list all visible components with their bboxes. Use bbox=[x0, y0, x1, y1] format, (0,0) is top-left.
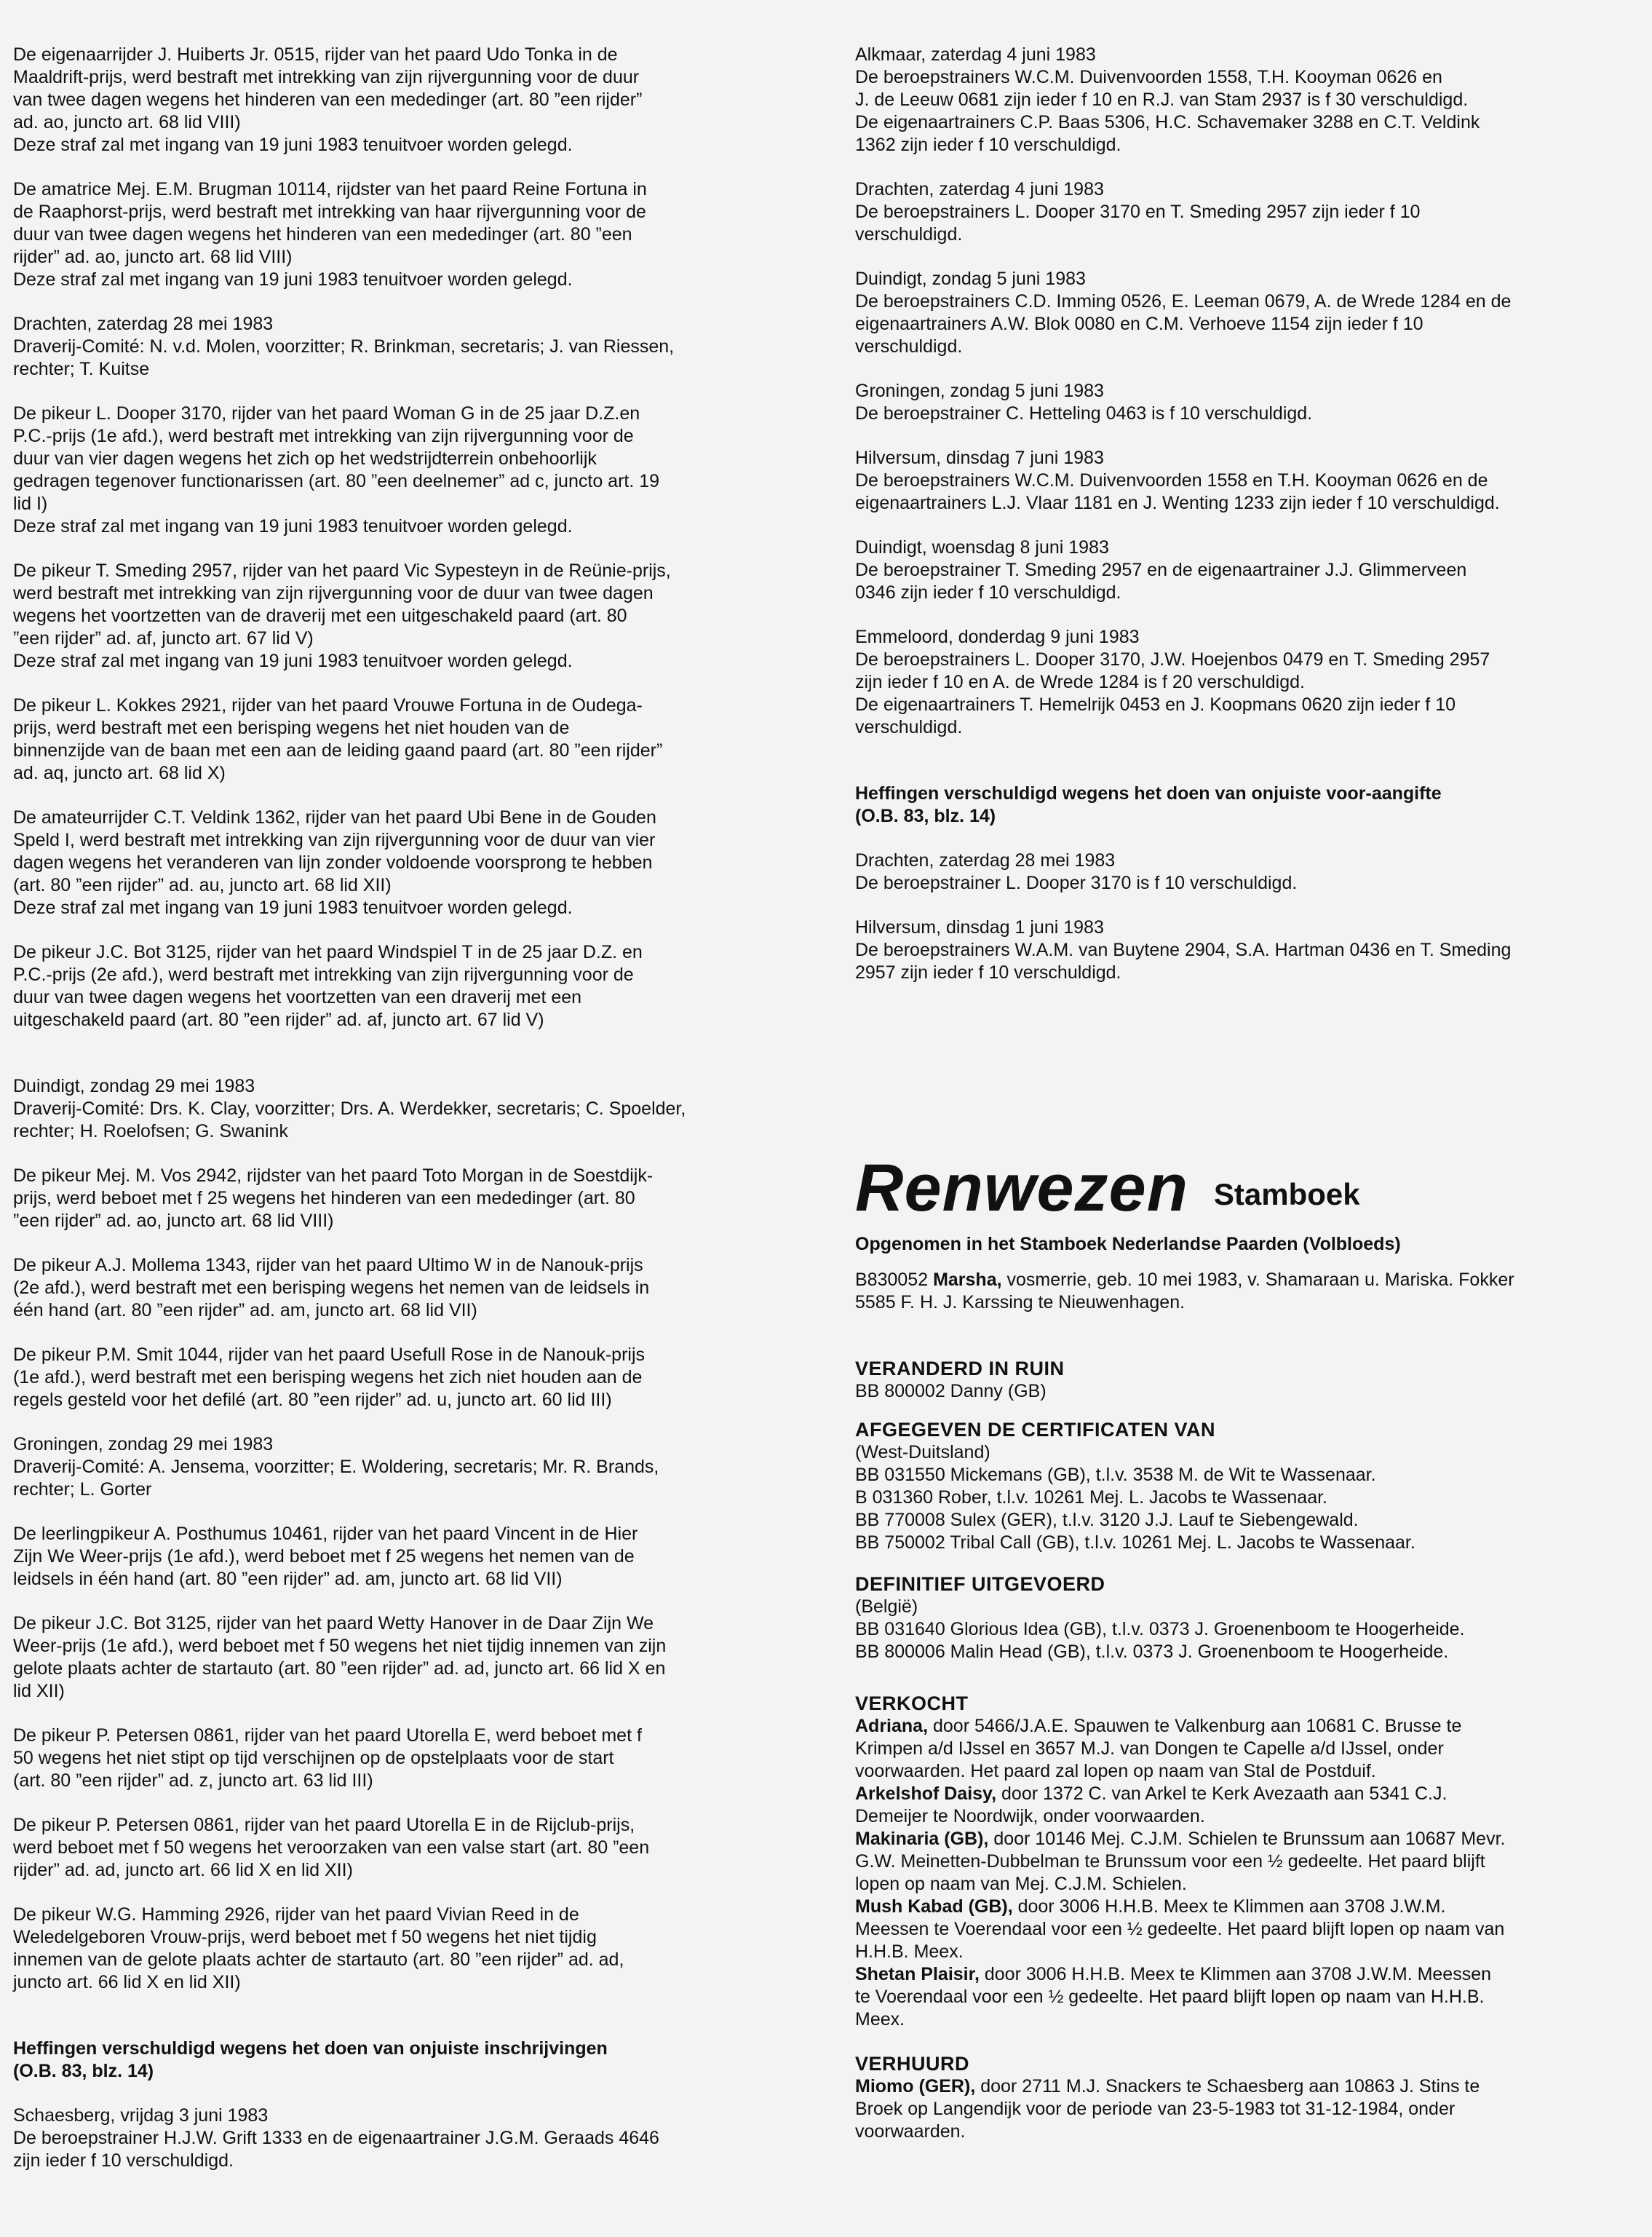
meeting-line: rechter; T. Kuitse bbox=[13, 359, 150, 379]
sale-line bbox=[855, 1783, 1619, 1805]
fee-paragraph bbox=[855, 916, 1619, 984]
fee-paragraph bbox=[855, 44, 1619, 157]
ruling-line: duur van twee dagen wegens het hinderen van een mededinger (art. 80 ”een bbox=[13, 224, 632, 245]
fee-line: eigenaartrainers L.J. Vlaar 1181 en J. Wenting 1233 zijn ieder f 10 verschuldigd. bbox=[855, 493, 1500, 513]
ruling-line: ad. ao, juncto art. 68 lid VIII) bbox=[13, 112, 241, 132]
definitief-heading: DEFINITIEF UITGEVOERD bbox=[855, 1573, 1105, 1595]
definitief-country: (België) bbox=[855, 1596, 918, 1617]
ruling-line: De eigenaarrijder J. Huiberts Jr. 0515, rijder van het paard Udo Tonka in de bbox=[13, 44, 618, 65]
sale-line: G.W. Meinetten-Dubbelman te Brunssum voor een ½ gedeelte. Het paard blijft bbox=[855, 1851, 1485, 1872]
verkocht-block bbox=[855, 1692, 1619, 2031]
ruling-paragraph bbox=[13, 1612, 806, 1703]
verhuurd-line: voorwaarden. bbox=[855, 2121, 966, 2142]
sale-text: door 1372 C. van Arkel te Kerk Avezaath aan 5341 C.J. bbox=[996, 1783, 1448, 1804]
afgegeven-block bbox=[855, 1419, 1619, 1554]
ruling-line: De pikeur Mej. M. Vos 2942, rijdster van het paard Toto Morgan in de Soestdijk- bbox=[13, 1165, 654, 1186]
section-heading-line: Heffingen verschuldigd wegens het doen van onjuiste voor-aangifte bbox=[855, 783, 1442, 804]
verkocht-heading: VERKOCHT bbox=[855, 1692, 969, 1714]
fee-line: De beroepstrainer L. Dooper 3170 is f 10 verschuldigd. bbox=[855, 873, 1298, 893]
marsha-text-2: 5585 F. H. J. Karssing te Nieuwenhagen. bbox=[855, 1292, 1186, 1312]
ruling-line: De leerlingpikeur A. Posthumus 10461, rijder van het paard Vincent in de Hier bbox=[13, 1524, 638, 1544]
horse-name: Shetan Plaisir, bbox=[855, 1964, 980, 1984]
fee-line: De beroepstrainers C.D. Imming 0526, E. Leeman 0679, A. de Wrede 1284 en de bbox=[855, 291, 1512, 312]
fee-line: De eigenaartrainers T. Hemelrijk 0453 en J. Koopmans 0620 zijn ieder f 10 bbox=[855, 694, 1456, 715]
fee-line: Alkmaar, zaterdag 4 juni 1983 bbox=[855, 44, 1096, 65]
ruling-line: de Raaphorst-prijs, werd bestraft met intrekking van haar rijvergunning voor de bbox=[13, 202, 646, 222]
ruling-line: (1e afd.), werd bestraft met een berisping wegens het zich niet houden aan de bbox=[13, 1367, 643, 1387]
ruling-line: Deze straf zal met ingang van 19 juni 1983 tenuitvoer worden gelegd. bbox=[13, 269, 573, 290]
ruling-paragraph bbox=[13, 1814, 806, 1882]
fee-line: zijn ieder f 10 verschuldigd. bbox=[13, 2150, 234, 2171]
ruling-line: 50 wegens het niet stipt op tijd verschijnen op de opstelplaats voor de start bbox=[13, 1748, 614, 1768]
sale-entry bbox=[855, 1896, 1619, 1963]
meeting-line: Groningen, zondag 29 mei 1983 bbox=[13, 1434, 274, 1454]
renwezen-title: Renwezen bbox=[855, 1151, 1188, 1225]
ruling-line: De pikeur T. Smeding 2957, rijder van het paard Vic Sypesteyn in de Reünie-prijs, bbox=[13, 561, 671, 581]
sale-line: voorwaarden. Het paard zal lopen op naam van Stal de Postduif. bbox=[855, 1761, 1376, 1781]
ruling-line: juncto art. 66 lid X en lid XII) bbox=[13, 1972, 241, 1992]
sale-entry bbox=[855, 1963, 1619, 2031]
meeting-line: Draverij-Comité: N. v.d. Molen, voorzitter; R. Brinkman, secretaris; J. van Riessen, bbox=[13, 336, 675, 357]
renwezen-section bbox=[855, 1152, 1619, 2143]
stamboek-line: BB 770008 Sulex (GER), t.l.v. 3120 J.J. Lauf te Siebengewald. bbox=[855, 1510, 1359, 1530]
marsha-entry bbox=[855, 1269, 1619, 1314]
ruling-paragraph bbox=[13, 1904, 806, 1994]
ruling-line: wegens het voortzetten van de draverij met een uitgeschakeld paard (art. 80 bbox=[13, 606, 627, 626]
fee-line: De eigenaartrainers C.P. Baas 5306, H.C. Schavemaker 3288 en C.T. Veldink bbox=[855, 112, 1480, 132]
ruling-line: P.C.-prijs (1e afd.), werd bestraft met intrekking van zijn rijvergunning voor de bbox=[13, 426, 634, 446]
ruling-line: Maaldrift-prijs, werd bestraft met intrekking van zijn rijvergunning voor de duur bbox=[13, 67, 640, 87]
section-heading-line: Heffingen verschuldigd wegens het doen van onjuiste inschrijvingen bbox=[13, 2038, 608, 2059]
sale-line bbox=[855, 1715, 1619, 1738]
fee-line: De beroepstrainers W.C.M. Duivenvoorden 1558 en T.H. Kooyman 0626 en de bbox=[855, 470, 1488, 491]
ruling-line: (2e afd.), werd bestraft met een berisping wegens het nemen van de leidsels in bbox=[13, 1278, 650, 1298]
sale-line: Meex. bbox=[855, 2009, 905, 2030]
sale-entry bbox=[855, 1783, 1619, 1828]
ruling-line: De pikeur J.C. Bot 3125, rijder van het paard Wetty Hanover in de Daar Zijn We bbox=[13, 1613, 654, 1634]
stamboek-line: BB 800006 Malin Head (GB), t.l.v. 0373 J. Groenenboom te Hoogerheide. bbox=[855, 1642, 1449, 1662]
ruling-line: lid I) bbox=[13, 494, 48, 514]
ruling-line: Weer-prijs (1e afd.), werd beboet met f 50 wegens het niet tijdig innemen van zijn bbox=[13, 1636, 667, 1656]
ruling-line: prijs, werd bestraft met een berisping wegens het niet houden van de bbox=[13, 718, 570, 738]
afgegeven-country: (West-Duitsland) bbox=[855, 1442, 990, 1462]
ruling-line: De pikeur L. Kokkes 2921, rijder van het paard Vrouwe Fortuna in de Oudega- bbox=[13, 695, 643, 716]
fee-line: Duindigt, zondag 5 juni 1983 bbox=[855, 269, 1086, 289]
ruling-paragraph bbox=[13, 941, 806, 1032]
sale-line: H.H.B. Meex. bbox=[855, 1941, 964, 1962]
definitief-block bbox=[855, 1573, 1619, 1663]
ruling-line: De pikeur J.C. Bot 3125, rijder van het paard Windspiel T in de 25 jaar D.Z. en bbox=[13, 942, 643, 962]
sale-line: Krimpen a/d IJssel en 3657 M.J. van Dongen te Capelle a/d IJssel, onder bbox=[855, 1738, 1444, 1759]
ruling-paragraph bbox=[13, 1344, 806, 1412]
sale-line bbox=[855, 1963, 1619, 1986]
ruling-line: ad. aq, juncto art. 68 lid X) bbox=[13, 763, 226, 783]
sale-entry bbox=[855, 1715, 1619, 1783]
fee-line: De beroepstrainer T. Smeding 2957 en de eigenaartrainer J.J. Glimmerveen bbox=[855, 560, 1467, 580]
ruling-paragraph bbox=[13, 1254, 806, 1322]
ruling-line: De amateurrijder C.T. Veldink 1362, rijder van het paard Ubi Bene in de Gouden bbox=[13, 807, 656, 828]
ruling-line: lid XII) bbox=[13, 1681, 65, 1701]
right-column bbox=[855, 44, 1619, 2143]
ruling-line: werd beboet met f 50 wegens het veroorzaken van een valse start (art. 80 ”een bbox=[13, 1837, 650, 1858]
ruling-line: ”een rijder” ad. ao, juncto art. 68 lid VIII) bbox=[13, 1211, 334, 1231]
ruling-line: Zijn We Weer-prijs (1e afd.), werd beboet met f 25 wegens het nemen van de bbox=[13, 1546, 635, 1567]
ruling-line: innemen van de gelote plaats achter de startauto (art. 80 ”een rijder” ad. ad, bbox=[13, 1949, 624, 1970]
renwezen-subtitle: Stamboek bbox=[1213, 1177, 1360, 1211]
fee-line: zijn ieder f 10 en A. de Wrede 1284 is f 20 verschuldigd. bbox=[855, 672, 1305, 692]
fee-line: 0346 zijn ieder f 10 verschuldigd. bbox=[855, 582, 1121, 603]
fee-line: Drachten, zaterdag 28 mei 1983 bbox=[855, 850, 1116, 871]
fee-paragraph bbox=[855, 380, 1619, 425]
meeting-line: rechter; H. Roelofsen; G. Swanink bbox=[13, 1121, 288, 1141]
left-column bbox=[13, 44, 806, 2194]
ruling-line: prijs, werd beboet met f 25 wegens het hinderen van een mededinger (art. 80 bbox=[13, 1188, 635, 1208]
ruling-line: gedragen tegenover functionarissen (art. 80 ”een deelnemer” ad c, juncto art. 19 bbox=[13, 471, 660, 491]
fee-paragraph bbox=[855, 537, 1619, 604]
ruling-paragraph bbox=[13, 1165, 806, 1232]
fee-line: verschuldigd. bbox=[855, 717, 963, 737]
ruling-paragraph bbox=[13, 44, 806, 157]
ruling-line: P.C.-prijs (2e afd.), werd bestraft met intrekking van zijn rijvergunning voor de bbox=[13, 965, 634, 985]
fee-line: eigenaartrainers A.W. Blok 0080 en C.M. Verhoeve 1154 zijn ieder f 10 bbox=[855, 314, 1423, 334]
ruling-line: rijder” ad. ad, juncto art. 66 lid X en lid XII) bbox=[13, 1860, 353, 1880]
ruling-line: De pikeur P.M. Smit 1044, rijder van het paard Usefull Rose in de Nanouk-prijs bbox=[13, 1345, 646, 1365]
ruling-line: rijder” ad. ao, juncto art. 68 lid VIII) bbox=[13, 247, 293, 267]
verhuurd-line: Broek op Langendijk voor de periode van 23-5-1983 tot 31-12-1984, onder bbox=[855, 2099, 1456, 2119]
ruling-line: uitgeschakeld paard (art. 80 ”een rijder” ad. af, juncto art. 67 lid V) bbox=[13, 1010, 544, 1030]
ruling-paragraph bbox=[13, 560, 806, 673]
ruling-line: van twee dagen wegens het hinderen van een mededinger (art. 80 ”een rijder” bbox=[13, 90, 643, 110]
sale-line: Meessen te Voerendaal voor een ½ gedeelte. Het paard blijft lopen op naam van bbox=[855, 1919, 1505, 1939]
meeting-line: Draverij-Comité: Drs. K. Clay, voorzitter; Drs. A. Werdekker, secretaris; C. Spoelder, bbox=[13, 1098, 686, 1119]
veranderd-heading: VERANDERD IN RUIN bbox=[855, 1358, 1065, 1379]
horse-name: Mush Kabad (GB), bbox=[855, 1896, 1013, 1917]
meeting-line: Draverij-Comité: A. Jensema, voorzitter; E. Woldering, secretaris; Mr. R. Brands, bbox=[13, 1457, 659, 1477]
ruling-paragraph bbox=[13, 694, 806, 785]
fee-line: De beroepstrainers W.A.M. van Buytene 2904, S.A. Hartman 0436 en T. Smeding bbox=[855, 940, 1512, 960]
ruling-line: De pikeur A.J. Mollema 1343, rijder van het paard Ultimo W in de Nanouk-prijs bbox=[13, 1255, 643, 1275]
fee-paragraph bbox=[855, 850, 1619, 895]
sale-text: door 5466/J.A.E. Spauwen te Valkenburg aan 10681 C. Brusse te bbox=[928, 1716, 1462, 1736]
section-heading-line: (O.B. 83, blz. 14) bbox=[13, 2061, 154, 2081]
ruling-line: De pikeur P. Petersen 0861, rijder van het paard Utorella E in de Rijclub-prijs, bbox=[13, 1815, 635, 1835]
sale-text: door 3006 H.H.B. Meex te Klimmen aan 3708 J.W.M. bbox=[1012, 1896, 1446, 1917]
fee-line: verschuldigd. bbox=[855, 224, 963, 245]
fee-line: Groningen, zondag 5 juni 1983 bbox=[855, 381, 1104, 401]
veranderd-block bbox=[855, 1358, 1619, 1403]
ruling-line: Weledelgeboren Vrouw-prijs, werd beboet met f 50 wegens het niet tijdig bbox=[13, 1927, 597, 1947]
fee-paragraph bbox=[855, 626, 1619, 739]
fee-line: Schaesberg, vrijdag 3 juni 1983 bbox=[13, 2105, 269, 2126]
ruling-line: binnenzijde van de baan met een aan de leiding gaand paard (art. 80 ”een rijder” bbox=[13, 740, 663, 761]
ruling-line: De pikeur L. Dooper 3170, rijder van het paard Woman G in de 25 jaar D.Z.en bbox=[13, 403, 640, 424]
ruling-paragraph bbox=[13, 807, 806, 919]
ruling-line: duur van twee dagen wegens het voortzetten van een draverij met een bbox=[13, 987, 582, 1007]
fee-line: Hilversum, dinsdag 7 juni 1983 bbox=[855, 448, 1104, 468]
sale-text: door 10146 Mej. C.J.M. Schielen te Brunssum aan 10687 Mevr. bbox=[988, 1829, 1506, 1849]
renwezen-header bbox=[855, 1152, 1619, 1224]
fee-line: De beroepstrainers L. Dooper 3170, J.W. Hoejenbos 0479 en T. Smeding 2957 bbox=[855, 649, 1490, 670]
ruling-paragraph bbox=[13, 1725, 806, 1792]
ruling-line: (art. 80 ”een rijder” ad. au, juncto art. 68 lid XII) bbox=[13, 875, 392, 895]
marsha-name: Marsha, bbox=[933, 1270, 1002, 1290]
afgegeven-heading: AFGEGEVEN DE CERTIFICATEN VAN bbox=[855, 1419, 1216, 1441]
ruling-line: werd bestraft met intrekking van zijn rijvergunning voor de duur van twee dagen bbox=[13, 583, 654, 603]
ruling-line: Deze straf zal met ingang van 19 juni 1983 tenuitvoer worden gelegd. bbox=[13, 898, 573, 918]
marsha-code: B830052 bbox=[855, 1270, 929, 1290]
stamboek-line: BB 800002 Danny (GB) bbox=[855, 1381, 1047, 1401]
ruling-line: duur van vier dagen wegens het zich op het wedstrijdterrein onbehoorlijk bbox=[13, 448, 597, 469]
stamboek-line: BB 031640 Glorious Idea (GB), t.l.v. 0373 J. Groenenboom te Hoogerheide. bbox=[855, 1619, 1465, 1639]
fee-line: Hilversum, dinsdag 1 juni 1983 bbox=[855, 917, 1104, 938]
stamboek-intro: Opgenomen in het Stamboek Nederlandse Paarden (Volbloeds) bbox=[855, 1234, 1401, 1254]
fee-line: De beroepstrainers W.C.M. Duivenvoorden 1558, T.H. Kooyman 0626 en bbox=[855, 67, 1442, 87]
horse-name: Makinaria (GB), bbox=[855, 1829, 989, 1849]
stamboek-line: BB 031550 Mickemans (GB), t.l.v. 3538 M. de Wit te Wassenaar. bbox=[855, 1465, 1376, 1485]
verhuurd-block bbox=[855, 2053, 1619, 2143]
fee-line: 2957 zijn ieder f 10 verschuldigd. bbox=[855, 962, 1121, 983]
ruling-line: dagen wegens het veranderen van lijn zonder voldoende voorsprong te hebben bbox=[13, 852, 653, 873]
horse-name: Adriana, bbox=[855, 1716, 929, 1736]
sale-line: Demeijer te Noordwijk, onder voorwaarden. bbox=[855, 1806, 1205, 1826]
sale-entry bbox=[855, 1828, 1619, 1896]
ruling-line: leidsels in één hand (art. 80 ”een rijder” ad. am, juncto art. 68 lid VII) bbox=[13, 1569, 563, 1589]
ruling-line: Speld I, werd bestraft met intrekking van zijn rijvergunning voor de duur van vier bbox=[13, 830, 656, 850]
verhuurd-name: Miomo (GER), bbox=[855, 2076, 976, 2097]
fee-line: 1362 zijn ieder f 10 verschuldigd. bbox=[855, 135, 1121, 155]
ruling-line: De amatrice Mej. E.M. Brugman 10114, rijdster van het paard Reine Fortuna in bbox=[13, 179, 647, 199]
sale-line bbox=[855, 1828, 1619, 1850]
ruling-paragraph bbox=[13, 178, 806, 291]
ruling-paragraph bbox=[13, 1523, 806, 1591]
fee-line: De beroepstrainer H.J.W. Grift 1333 en de eigenaartrainer J.G.M. Geraads 4646 bbox=[13, 2128, 659, 2148]
ruling-line: (art. 80 ”een rijder” ad. z, juncto art. 63 lid III) bbox=[13, 1770, 373, 1791]
marsha-text: vosmerrie, geb. 10 mei 1983, v. Shamaraan u. Mariska. Fokker bbox=[1001, 1270, 1514, 1290]
ruling-line: regels gesteld voor het defilé (art. 80 ”een rijder” ad. u, juncto art. 60 lid III) bbox=[13, 1390, 612, 1410]
ruling-line: Deze straf zal met ingang van 19 juni 1983 tenuitvoer worden gelegd. bbox=[13, 516, 573, 537]
sale-line: te Voerendaal voor een ½ gedeelte. Het paard blijft lopen op naam van H.H.B. bbox=[855, 1987, 1485, 2007]
fee-paragraph bbox=[855, 178, 1619, 246]
ruling-line: De pikeur P. Petersen 0861, rijder van het paard Utorella E, werd beboet met f bbox=[13, 1725, 642, 1746]
ruling-line: Deze straf zal met ingang van 19 juni 1983 tenuitvoer worden gelegd. bbox=[13, 651, 573, 671]
fee-line: verschuldigd. bbox=[855, 336, 963, 357]
sale-line bbox=[855, 1896, 1619, 1918]
ruling-line: gelote plaats achter de startauto (art. 80 ”een rijder” ad. ad, juncto art. 66 lid X en bbox=[13, 1658, 666, 1679]
verhuurd-line: door 2711 M.J. Snackers te Schaesberg aan 10863 J. Stins te bbox=[975, 2076, 1480, 2097]
fee-line: Drachten, zaterdag 4 juni 1983 bbox=[855, 179, 1104, 199]
fee-line: Duindigt, woensdag 8 juni 1983 bbox=[855, 537, 1109, 558]
ruling-line: ”een rijder” ad. af, juncto art. 67 lid V) bbox=[13, 628, 314, 649]
sale-text: door 3006 H.H.B. Meex te Klimmen aan 3708 J.W.M. Meessen bbox=[979, 1964, 1492, 1984]
verhuurd-heading: VERHUURD bbox=[855, 2053, 970, 2075]
meeting-line: Drachten, zaterdag 28 mei 1983 bbox=[13, 314, 274, 334]
ruling-paragraph bbox=[13, 403, 806, 538]
stamboek-line: B 031360 Rober, t.l.v. 10261 Mej. L. Jacobs te Wassenaar. bbox=[855, 1487, 1327, 1508]
fee-line: J. de Leeuw 0681 zijn ieder f 10 en R.J. van Stam 2937 is f 30 verschuldigd. bbox=[855, 90, 1469, 110]
ruling-line: één hand (art. 80 ”een rijder” ad. am, juncto art. 68 lid VII) bbox=[13, 1300, 477, 1321]
meeting-line: Duindigt, zondag 29 mei 1983 bbox=[13, 1076, 255, 1096]
ruling-line: Deze straf zal met ingang van 19 juni 1983 tenuitvoer worden gelegd. bbox=[13, 135, 573, 155]
fee-paragraph bbox=[855, 447, 1619, 515]
stamboek-line: BB 750002 Tribal Call (GB), t.l.v. 10261 Mej. L. Jacobs te Wassenaar. bbox=[855, 1532, 1415, 1553]
fee-paragraph bbox=[855, 268, 1619, 358]
section-heading-line: (O.B. 83, blz. 14) bbox=[855, 806, 996, 826]
fee-line: De beroepstrainers L. Dooper 3170 en T. Smeding 2957 zijn ieder f 10 bbox=[855, 202, 1421, 222]
fee-line: De beroepstrainer C. Hetteling 0463 is f 10 verschuldigd. bbox=[855, 403, 1313, 424]
fee-line: Emmeloord, donderdag 9 juni 1983 bbox=[855, 627, 1140, 647]
meeting-line: rechter; L. Gorter bbox=[13, 1479, 152, 1500]
ruling-line: De pikeur W.G. Hamming 2926, rijder van het paard Vivian Reed in de bbox=[13, 1904, 579, 1925]
horse-name: Arkelshof Daisy, bbox=[855, 1783, 997, 1804]
sale-line: lopen op naam van Mej. C.J.M. Schielen. bbox=[855, 1874, 1187, 1894]
